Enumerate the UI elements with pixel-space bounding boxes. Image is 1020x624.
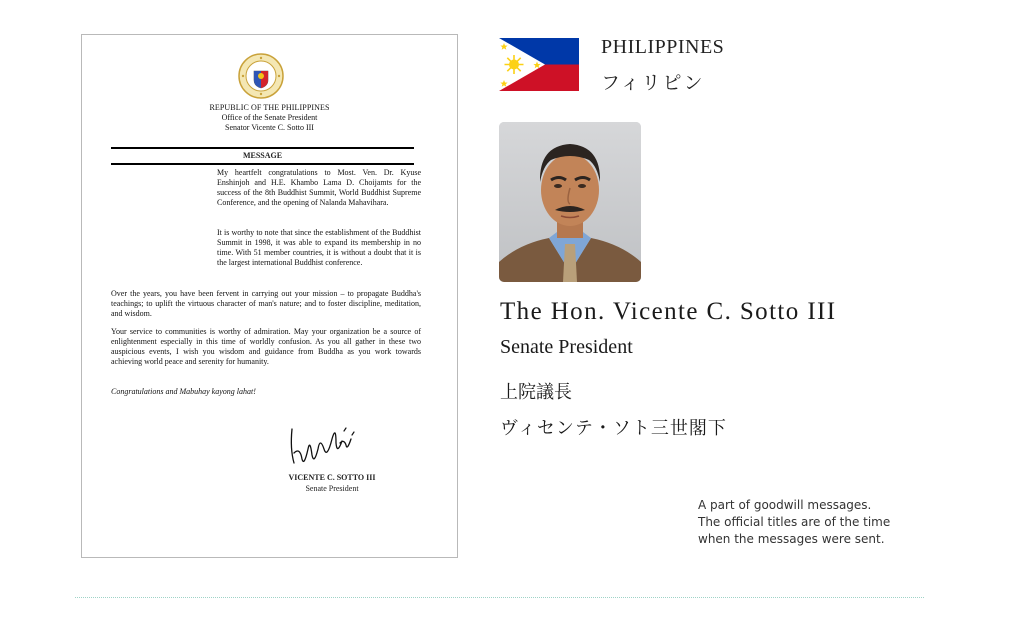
letterhead-office: Office of the Senate President [221, 113, 318, 122]
message-rule-top [111, 147, 414, 149]
person-name-ja: ヴィセンテ・ソト三世閣下 [500, 418, 727, 439]
footnote-line: when the messages were sent. [698, 532, 885, 546]
letter-closing: Congratulations and Mabuhay kayong lahat! [111, 387, 256, 396]
letter-paragraph: Your service to communities is worthy of admiration. May your organization be a source of enlightenment especially in this time of worldly confusion. As you all gather in these two auspicious events, I wish you wisdom and guidance from Buddha as you work towards achieving world peace and serenity for humanity. [111, 327, 421, 366]
letter-paragraph: It is worthy to note that since the establishment of the Buddhist Summit in 1998, it was able to expand its membership in no time. With 51 member countries, it is without a doubt that it is the largest international Buddhist conference. [217, 228, 421, 267]
letterhead-senator: Senator Vicente C. Sotto III [225, 123, 314, 132]
country-name-en: PHILIPPINES [601, 36, 725, 58]
person-title-en: Senate President [500, 336, 633, 358]
senate-seal-icon [238, 53, 284, 99]
letter-paragraph: My heartfelt congratulations to Most. Ven. Dr. Kyuse Enshinjoh and H.E. Khambo Lama D. Choijamts for the success of the 8th Buddhist Summit, World Buddhist Supreme Conference, and the opening of Nalanda Mahavihara. [217, 168, 421, 207]
philippines-flag-icon [499, 38, 579, 91]
letterhead-country: REPUBLIC OF THE PHILIPPINES [209, 103, 330, 112]
portrait-illustration [499, 122, 641, 282]
person-title-ja: 上院議長 [500, 382, 572, 403]
handwritten-signature-icon [282, 423, 368, 471]
footnote [698, 497, 918, 548]
message-rule-bottom [111, 163, 414, 165]
signatory-title: Senate President [305, 484, 359, 493]
footnote-line: A part of goodwill messages. [698, 498, 872, 512]
footnote-line: The official titles are of the time [698, 515, 891, 529]
letter-paragraph: Over the years, you have been fervent in carrying out your mission – to propagate Buddha's teachings; to uplift the virtuous character of man's nature; and to foster discipline, meditation, and wisdom. [111, 289, 421, 318]
signatory-name: VICENTE C. SOTTO III [288, 473, 376, 482]
goodwill-letter [81, 34, 458, 558]
country-name-ja: フィリピン [601, 72, 705, 94]
portrait-photo [499, 122, 641, 282]
message-heading: MESSAGE [242, 151, 283, 160]
person-name-en: The Hon. Vicente C. Sotto III [500, 298, 837, 325]
section-divider [75, 597, 924, 598]
